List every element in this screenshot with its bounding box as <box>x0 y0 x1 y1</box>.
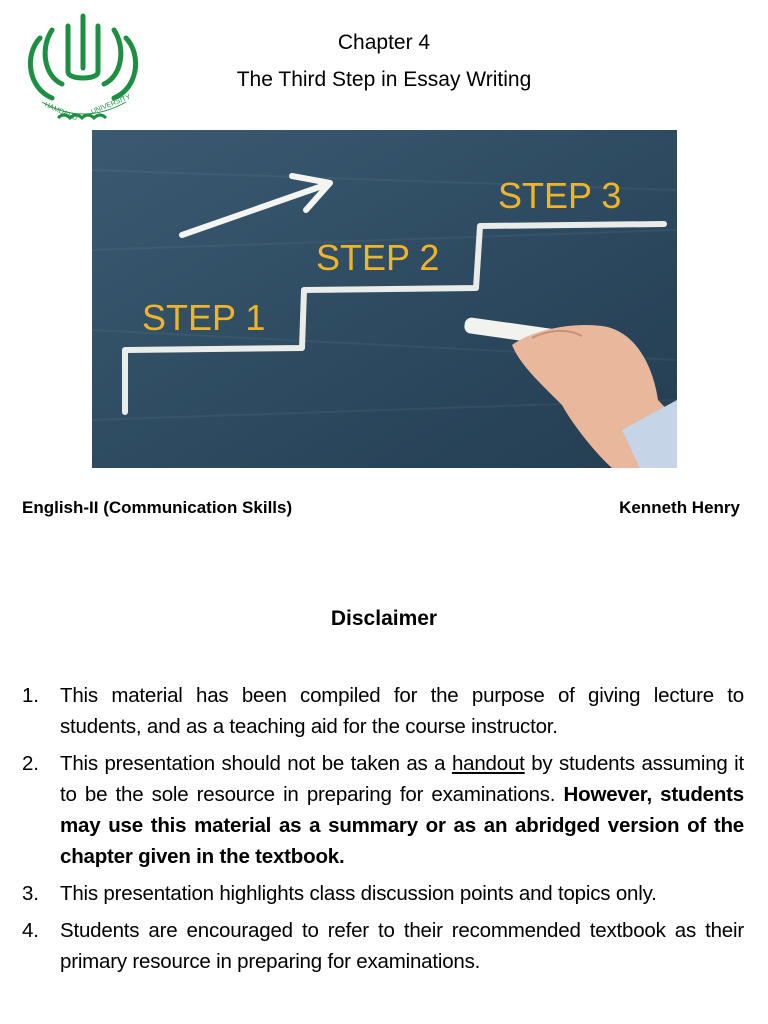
author-name: Kenneth Henry <box>619 498 740 517</box>
list-item <box>22 748 744 872</box>
svg-text:UNIVERSITY: UNIVERSITY <box>90 93 132 116</box>
svg-text:HAMDARD: HAMDARD <box>43 101 79 123</box>
item-text <box>60 748 744 872</box>
course-name: English-II (Communication Skills) <box>22 498 293 517</box>
chapter-label: Chapter 4 <box>337 31 431 54</box>
item-number: 2. <box>22 752 39 775</box>
item-text: This presentation highlights class discussion points and topics only. <box>60 882 657 905</box>
item-text: Students are encouraged to refer to their recommended textbook as their primary resource in preparing for examinations. <box>60 919 744 973</box>
handout-term: handout <box>451 752 525 775</box>
item-number: 1. <box>22 684 39 707</box>
item-text: This material has been compiled for the purpose of giving lecture to students, and as a teaching aid for the course instructor. <box>60 684 744 738</box>
step-3-label: STEP 3 <box>498 175 622 216</box>
list-item <box>22 915 744 977</box>
item-text-post: by students assuming it to be the sole resource in preparing for examinations. <box>60 752 745 806</box>
list-item <box>22 878 744 909</box>
item-number: 3. <box>22 882 39 905</box>
step-1-label: STEP 1 <box>142 297 266 338</box>
item-text-bold: However, students may use this material as a summary or as an abridged version of the chapter given in the textbook. <box>60 783 744 868</box>
step-2-label: STEP 2 <box>316 237 440 278</box>
item-text-pre: This presentation should not be taken as a <box>60 752 452 775</box>
list-item <box>22 680 744 742</box>
disclaimer-list <box>22 680 744 983</box>
page-title: The Third Step in Essay Writing <box>236 68 532 91</box>
disclaimer-heading: Disclaimer <box>330 607 438 630</box>
chalkboard-steps-image <box>92 130 677 468</box>
item-number: 4. <box>22 919 39 942</box>
